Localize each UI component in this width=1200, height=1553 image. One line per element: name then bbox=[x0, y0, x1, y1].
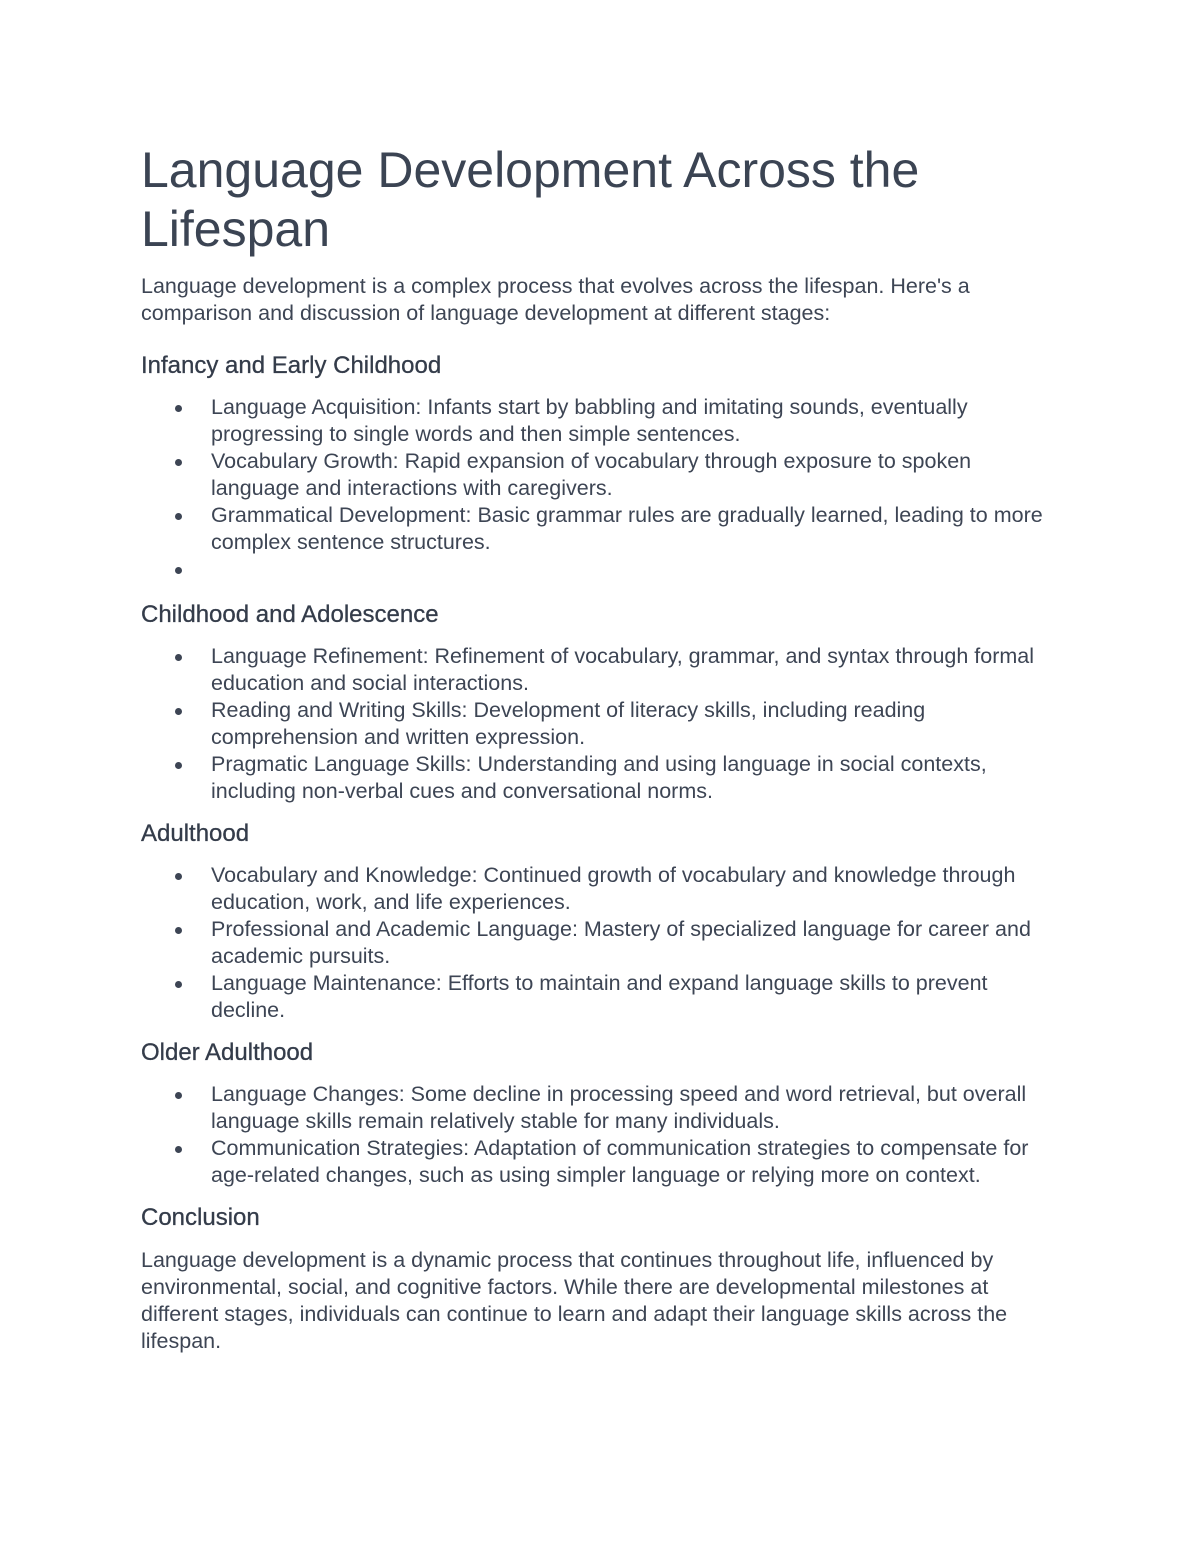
list-item-text: Language Refinement: Refinement of vocabulary, grammar, and syntax through formal education and social interactions. bbox=[211, 644, 1035, 695]
section-heading-infancy: Infancy and Early Childhood bbox=[141, 352, 442, 379]
list-item bbox=[141, 970, 1061, 1024]
intro-paragraph: Language development is a complex process that evolves across the lifespan. Here's a comparison and discussion of language development at different stages: bbox=[141, 274, 970, 325]
list-item-text: Professional and Academic Language: Mastery of specialized language for career and academic pursuits. bbox=[211, 917, 1031, 968]
list-item-text: Grammatical Development: Basic grammar rules are gradually learned, leading to more complex sentence structures. bbox=[211, 503, 1043, 554]
bullet-icon bbox=[175, 873, 182, 880]
list-item bbox=[141, 394, 1061, 448]
section-heading-older-adulthood: Older Adulthood bbox=[141, 1039, 314, 1066]
document-title bbox=[141, 141, 1061, 259]
title-line-2: Lifespan bbox=[141, 201, 331, 257]
list-item bbox=[141, 502, 1061, 556]
bullet-list-infancy bbox=[141, 394, 1061, 583]
list-item-empty bbox=[141, 556, 1061, 583]
section-heading-adulthood: Adulthood bbox=[141, 820, 250, 847]
list-item bbox=[141, 916, 1061, 970]
bullet-list-childhood bbox=[141, 643, 1061, 805]
bullet-icon bbox=[175, 654, 182, 661]
bullet-icon bbox=[175, 459, 182, 466]
list-item-text: Communication Strategies: Adaptation of communication strategies to compensate for age-related changes, such as using simpler language or relying more on context. bbox=[211, 1136, 1029, 1187]
list-item-text: Reading and Writing Skills: Development of literacy skills, including reading comprehension and written expression. bbox=[211, 698, 926, 749]
document-page bbox=[141, 141, 1061, 1355]
list-item-text: Language Maintenance: Efforts to maintain and expand language skills to prevent decline. bbox=[211, 971, 988, 1022]
conclusion-paragraph: Language development is a dynamic process that continues throughout life, influenced by environmental, social, and cognitive factors. While there are developmental milestones at different stages, individuals can continue to learn and adapt their language skills across the lifespan. bbox=[141, 1248, 1008, 1353]
bullet-icon bbox=[175, 513, 182, 520]
list-item-text: Pragmatic Language Skills: Understanding and using language in social contexts, including non-verbal cues and conversational norms. bbox=[211, 752, 987, 803]
list-item-text: Language Acquisition: Infants start by babbling and imitating sounds, eventually progressing to single words and then simple sentences. bbox=[211, 395, 968, 446]
list-item bbox=[141, 1081, 1061, 1135]
section-heading-conclusion: Conclusion bbox=[141, 1204, 260, 1231]
list-item bbox=[141, 751, 1061, 805]
bullet-icon bbox=[175, 981, 182, 988]
bullet-list-older-adulthood bbox=[141, 1081, 1061, 1189]
list-item-text: Language Changes: Some decline in processing speed and word retrieval, but overall language skills remain relatively stable for many individuals. bbox=[211, 1082, 1027, 1133]
title-line-1: Language Development Across the bbox=[141, 142, 920, 198]
section-heading-childhood: Childhood and Adolescence bbox=[141, 601, 439, 628]
bullet-icon bbox=[175, 1146, 182, 1153]
bullet-icon bbox=[175, 708, 182, 715]
bullet-list-adulthood bbox=[141, 862, 1061, 1024]
list-item-text: Vocabulary and Knowledge: Continued growth of vocabulary and knowledge through education, work, and life experiences. bbox=[211, 863, 1016, 914]
list-item-text: Vocabulary Growth: Rapid expansion of vocabulary through exposure to spoken language and interactions with caregivers. bbox=[211, 449, 972, 500]
list-item bbox=[141, 643, 1061, 697]
bullet-icon bbox=[175, 927, 182, 934]
bullet-icon bbox=[175, 762, 182, 769]
list-item bbox=[141, 1135, 1061, 1189]
list-item bbox=[141, 862, 1061, 916]
bullet-icon bbox=[175, 567, 182, 574]
bullet-icon bbox=[175, 405, 182, 412]
list-item bbox=[141, 448, 1061, 502]
bullet-icon bbox=[175, 1092, 182, 1099]
list-item bbox=[141, 697, 1061, 751]
